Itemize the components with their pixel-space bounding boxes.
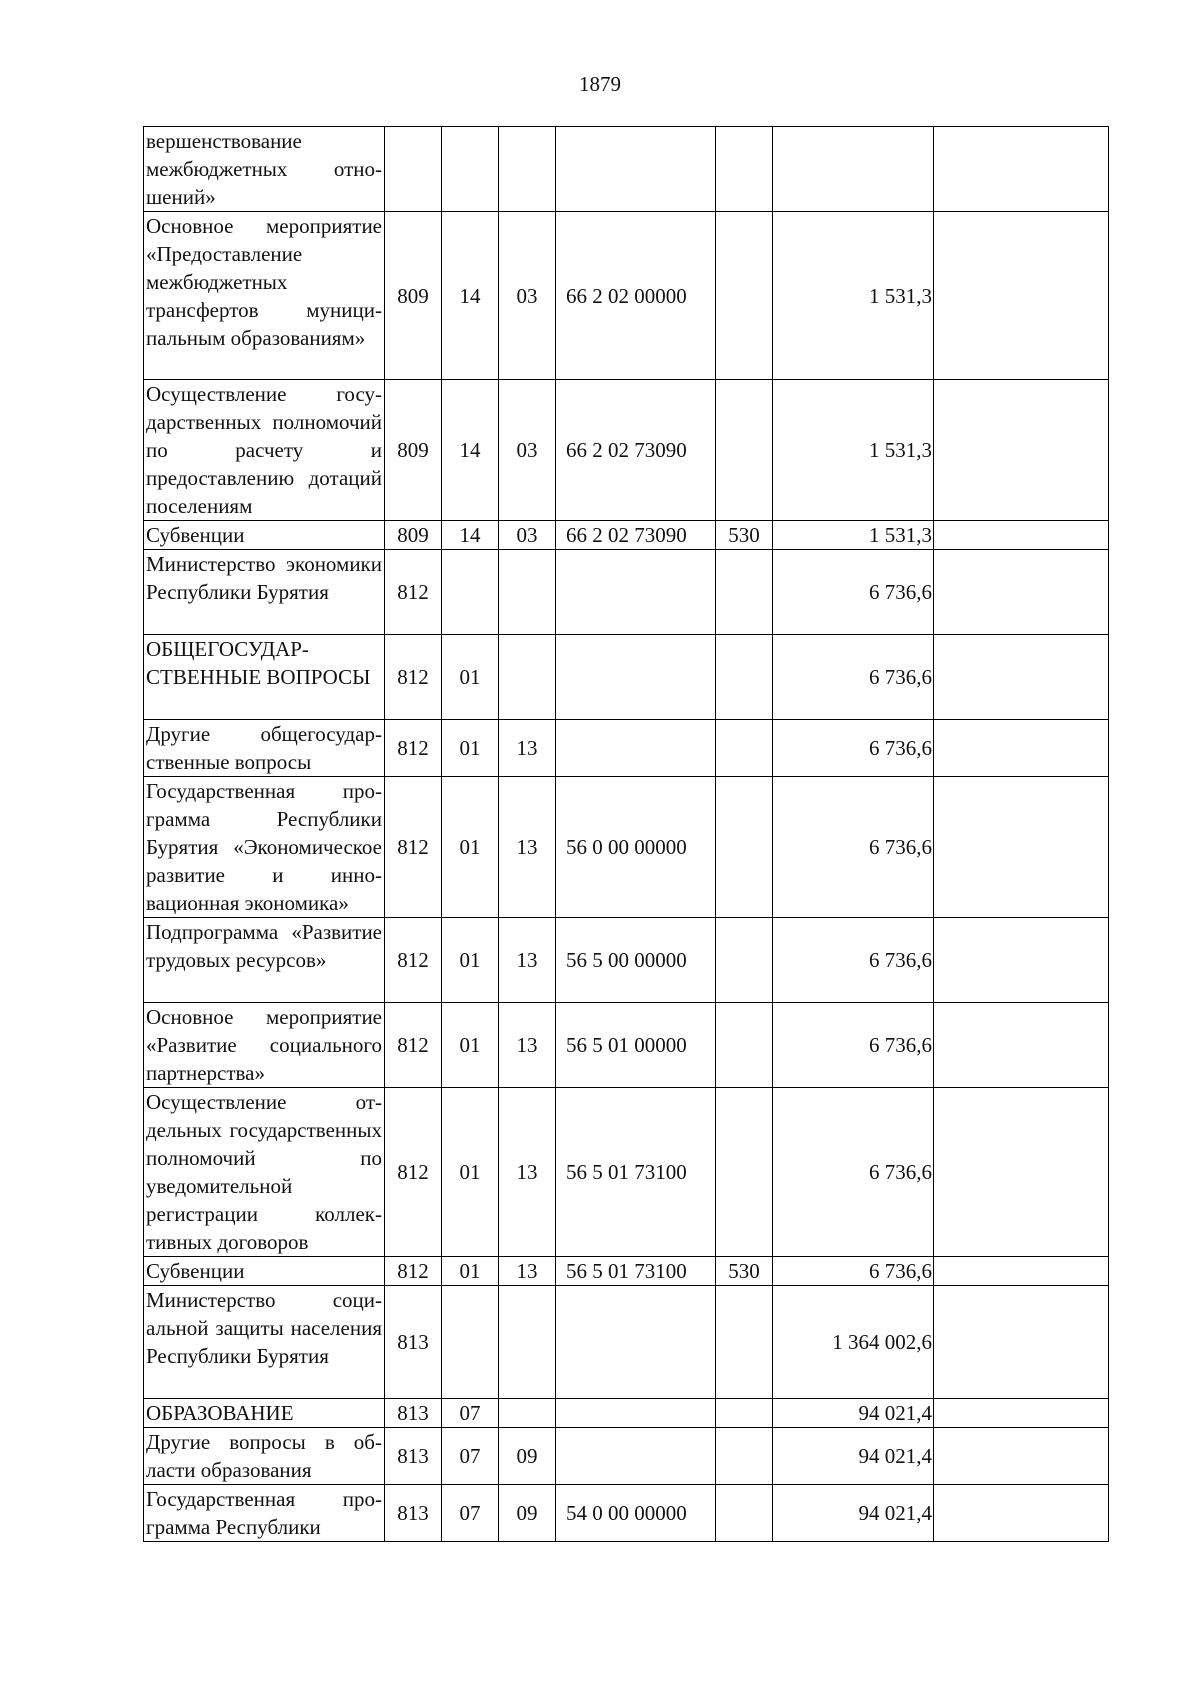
row-rz-cell: 14 — [442, 521, 499, 550]
row-ved-cell: 812 — [385, 918, 442, 1003]
table-row — [144, 777, 1109, 918]
row-name-cell: Подпрограмма «Развитие трудовых ресурсов» — [144, 918, 385, 1003]
row-amount-cell: 6 736,6 — [773, 720, 934, 777]
row-csr-cell — [556, 1399, 716, 1428]
row-extra-cell — [934, 550, 1109, 635]
row-amount-cell: 6 736,6 — [773, 1003, 934, 1088]
row-name-cell: вершенствование межбюджетных отношений» — [144, 127, 385, 212]
row-rz-cell: 07 — [442, 1485, 499, 1542]
row-extra-cell — [934, 1428, 1109, 1485]
row-extra-cell — [934, 1485, 1109, 1542]
row-pr-cell: 13 — [499, 1003, 556, 1088]
table-row — [144, 380, 1109, 521]
row-name-cell: Государственная программа Республики Бурятия «Экономическое развитие и инновационная экономика» — [144, 777, 385, 918]
row-name-cell: Другие вопросы в области образования — [144, 1428, 385, 1485]
row-vr-cell — [716, 1088, 773, 1257]
row-ved-cell: 812 — [385, 777, 442, 918]
row-rz-cell: 01 — [442, 1257, 499, 1286]
row-extra-cell — [934, 635, 1109, 720]
row-ved-cell: 809 — [385, 212, 442, 380]
table-row — [144, 1003, 1109, 1088]
row-vr-cell — [716, 550, 773, 635]
row-ved-cell: 809 — [385, 380, 442, 521]
row-extra-cell — [934, 720, 1109, 777]
row-ved-cell: 813 — [385, 1485, 442, 1542]
row-csr-cell — [556, 635, 716, 720]
row-name-cell: Другие общегосударственные вопросы — [144, 720, 385, 777]
row-name-cell: Основное мероприятие «Предоставление межбюджетных трансфертов муниципальным образованиям» — [144, 212, 385, 380]
row-extra-cell — [934, 1003, 1109, 1088]
row-rz-cell: 01 — [442, 635, 499, 720]
row-pr-cell: 03 — [499, 521, 556, 550]
table-row — [144, 521, 1109, 550]
row-amount-cell: 94 021,4 — [773, 1428, 934, 1485]
row-csr-cell: 66 2 02 73090 — [556, 521, 716, 550]
row-vr-cell — [716, 380, 773, 521]
row-pr-cell: 03 — [499, 212, 556, 380]
table-row — [144, 1257, 1109, 1286]
row-vr-cell — [716, 1286, 773, 1399]
row-name-cell: Осуществление государственных полномочий по расчету и предоставлению дотаций поселениям — [144, 380, 385, 521]
table-row — [144, 635, 1109, 720]
table-row — [144, 127, 1109, 212]
row-rz-cell — [442, 1286, 499, 1399]
row-rz-cell: 14 — [442, 380, 499, 521]
row-ved-cell: 812 — [385, 635, 442, 720]
table-row — [144, 1428, 1109, 1485]
row-csr-cell — [556, 1428, 716, 1485]
row-amount-cell: 1 364 002,6 — [773, 1286, 934, 1399]
row-extra-cell — [934, 1399, 1109, 1428]
row-amount-cell: 6 736,6 — [773, 1257, 934, 1286]
row-ved-cell: 812 — [385, 550, 442, 635]
row-csr-cell — [556, 720, 716, 777]
row-name-cell: Государственная программа Республики — [144, 1485, 385, 1542]
row-amount-cell: 94 021,4 — [773, 1485, 934, 1542]
row-amount-cell: 6 736,6 — [773, 777, 934, 918]
row-vr-cell — [716, 212, 773, 380]
table-row — [144, 720, 1109, 777]
row-pr-cell: 03 — [499, 380, 556, 521]
row-vr-cell — [716, 127, 773, 212]
row-pr-cell — [499, 550, 556, 635]
row-extra-cell — [934, 1257, 1109, 1286]
row-ved-cell: 812 — [385, 1088, 442, 1257]
row-pr-cell — [499, 635, 556, 720]
row-pr-cell: 13 — [499, 1257, 556, 1286]
row-csr-cell — [556, 127, 716, 212]
row-rz-cell: 14 — [442, 212, 499, 380]
row-rz-cell: 07 — [442, 1428, 499, 1485]
row-rz-cell: 01 — [442, 777, 499, 918]
row-amount-cell: 1 531,3 — [773, 380, 934, 521]
row-vr-cell — [716, 1485, 773, 1542]
table-body — [144, 127, 1109, 1542]
row-name-cell: Министерство экономики Республики Бурятия — [144, 550, 385, 635]
row-vr-cell — [716, 720, 773, 777]
row-extra-cell — [934, 521, 1109, 550]
row-rz-cell: 07 — [442, 1399, 499, 1428]
row-extra-cell — [934, 777, 1109, 918]
row-pr-cell: 09 — [499, 1485, 556, 1542]
row-extra-cell — [934, 380, 1109, 521]
row-vr-cell — [716, 635, 773, 720]
row-ved-cell: 809 — [385, 521, 442, 550]
row-amount-cell: 6 736,6 — [773, 1088, 934, 1257]
row-name-cell: Осуществление отдельных государственных полномочий по уведомительной регистрации коллективных договоров — [144, 1088, 385, 1257]
row-rz-cell: 01 — [442, 1088, 499, 1257]
table-row — [144, 1485, 1109, 1542]
row-csr-cell — [556, 1286, 716, 1399]
row-rz-cell: 01 — [442, 918, 499, 1003]
row-ved-cell: 813 — [385, 1428, 442, 1485]
table-row — [144, 1286, 1109, 1399]
row-ved-cell — [385, 127, 442, 212]
row-pr-cell — [499, 1286, 556, 1399]
row-extra-cell — [934, 1286, 1109, 1399]
row-pr-cell: 09 — [499, 1428, 556, 1485]
row-csr-cell: 56 5 00 00000 — [556, 918, 716, 1003]
row-name-cell: Министерство социальной защиты населения Республики Бурятия — [144, 1286, 385, 1399]
table-row — [144, 918, 1109, 1003]
row-extra-cell — [934, 127, 1109, 212]
table-row — [144, 550, 1109, 635]
row-extra-cell — [934, 918, 1109, 1003]
row-vr-cell: 530 — [716, 521, 773, 550]
row-csr-cell: 54 0 00 00000 — [556, 1485, 716, 1542]
row-name-cell: Субвенции — [144, 1257, 385, 1286]
budget-table — [143, 126, 1109, 1542]
row-csr-cell: 66 2 02 73090 — [556, 380, 716, 521]
row-pr-cell — [499, 127, 556, 212]
row-vr-cell — [716, 918, 773, 1003]
row-pr-cell: 13 — [499, 1088, 556, 1257]
row-csr-cell: 56 5 01 00000 — [556, 1003, 716, 1088]
row-name-cell: ОБЩЕГОСУДАРСТВЕННЫЕ ВОПРОСЫ — [144, 635, 385, 720]
row-rz-cell — [442, 550, 499, 635]
row-csr-cell: 56 5 01 73100 — [556, 1088, 716, 1257]
row-pr-cell: 13 — [499, 720, 556, 777]
table-row — [144, 212, 1109, 380]
page-number: 1879 — [579, 72, 621, 96]
row-rz-cell: 01 — [442, 720, 499, 777]
row-extra-cell — [934, 1088, 1109, 1257]
row-amount-cell: 6 736,6 — [773, 918, 934, 1003]
row-amount-cell: 1 531,3 — [773, 521, 934, 550]
row-ved-cell: 813 — [385, 1286, 442, 1399]
row-amount-cell: 6 736,6 — [773, 550, 934, 635]
row-vr-cell — [716, 1428, 773, 1485]
row-ved-cell: 813 — [385, 1399, 442, 1428]
row-csr-cell: 56 5 01 73100 — [556, 1257, 716, 1286]
row-name-cell: Основное мероприятие «Развитие социального партнерства» — [144, 1003, 385, 1088]
row-csr-cell: 66 2 02 00000 — [556, 212, 716, 380]
row-vr-cell — [716, 777, 773, 918]
table-row — [144, 1399, 1109, 1428]
row-pr-cell: 13 — [499, 777, 556, 918]
row-rz-cell: 01 — [442, 1003, 499, 1088]
row-vr-cell: 530 — [716, 1257, 773, 1286]
row-ved-cell: 812 — [385, 1003, 442, 1088]
row-amount-cell: 6 736,6 — [773, 635, 934, 720]
row-extra-cell — [934, 212, 1109, 380]
row-name-cell: ОБРАЗОВАНИЕ — [144, 1399, 385, 1428]
row-amount-cell: 94 021,4 — [773, 1399, 934, 1428]
row-ved-cell: 812 — [385, 1257, 442, 1286]
row-ved-cell: 812 — [385, 720, 442, 777]
row-name-cell: Субвенции — [144, 521, 385, 550]
row-rz-cell — [442, 127, 499, 212]
row-vr-cell — [716, 1399, 773, 1428]
row-amount-cell: 1 531,3 — [773, 212, 934, 380]
row-pr-cell: 13 — [499, 918, 556, 1003]
row-pr-cell — [499, 1399, 556, 1428]
row-csr-cell: 56 0 00 00000 — [556, 777, 716, 918]
row-amount-cell — [773, 127, 934, 212]
row-csr-cell — [556, 550, 716, 635]
table-row — [144, 1088, 1109, 1257]
row-vr-cell — [716, 1003, 773, 1088]
